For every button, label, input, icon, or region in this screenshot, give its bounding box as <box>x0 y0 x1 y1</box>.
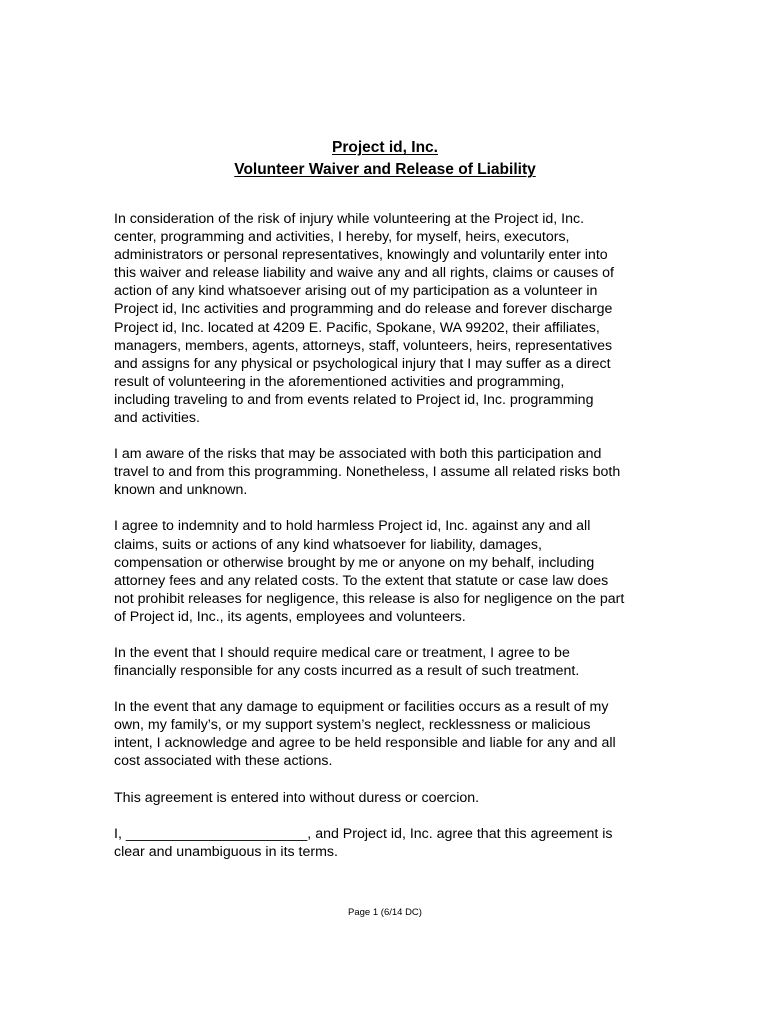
document-body <box>114 210 662 861</box>
signature-statement: I, _______________________, and Project id, Inc. agree that this agreement is clear and unambiguous in its terms. <box>114 825 613 860</box>
document-subtitle: Volunteer Waiver and Release of Liability <box>234 161 536 178</box>
paragraph-no-duress: This agreement is entered into without duress or coercion. <box>114 789 480 806</box>
paragraph-medical-care: In the event that I should require medical care or treatment, I agree to be financially responsible for any costs incurred as a result of such treatment. <box>114 644 580 680</box>
title-block <box>0 137 770 181</box>
paragraph-risk-awareness: I am aware of the risks that may be associated with both this participation and travel to and from this programming. Nonetheless, I assume all related risks both known and unknown. <box>114 446 621 499</box>
paragraph-release: In consideration of the risk of injury while volunteering at the Project id, Inc. center, programming and activities, I hereby, for myself, heirs, executors, administrators or personal representatives, knowingly and voluntarily enter into this waiver and release liability and waive any and all rights, claims or causes of action of any kind whatsoever arising out of my participation as a volunteer in Project id, Inc activities and programming and do release and forever discharge Project id, Inc. located at 4209 E. Pacific, Spokane, WA 99202, their affiliates, managers, members, agents, attorneys, staff, volunteers, heirs, representatives and assigns for any physical or psychological injury that I may suffer as a direct result of volunteering in the aforementioned activities and programming, including traveling to and from events related to Project id, Inc. programming and activities. <box>114 211 614 427</box>
paragraph-indemnity: I agree to indemnity and to hold harmless Project id, Inc. against any and all claims, suits or actions of any kind whatsoever for liability, damages, compensation or otherwise brought by me or anyone on my behalf, including attorney fees and any related costs. To the extent that statute or case law does not prohibit releases for negligence, this release is also for negligence on the part of Project id, Inc., its agents, employees and volunteers. <box>114 518 625 625</box>
paragraph-damage: In the event that any damage to equipment or facilities occurs as a result of my own, my family’s, or my support system’s neglect, recklessness or malicious intent, I acknowledge and agree to be held responsible and liable for any and all cost associated with these actions. <box>114 699 616 770</box>
page-footer: Page 1 (6/14 DC) <box>348 907 422 918</box>
document-title: Project id, Inc. <box>332 139 438 156</box>
